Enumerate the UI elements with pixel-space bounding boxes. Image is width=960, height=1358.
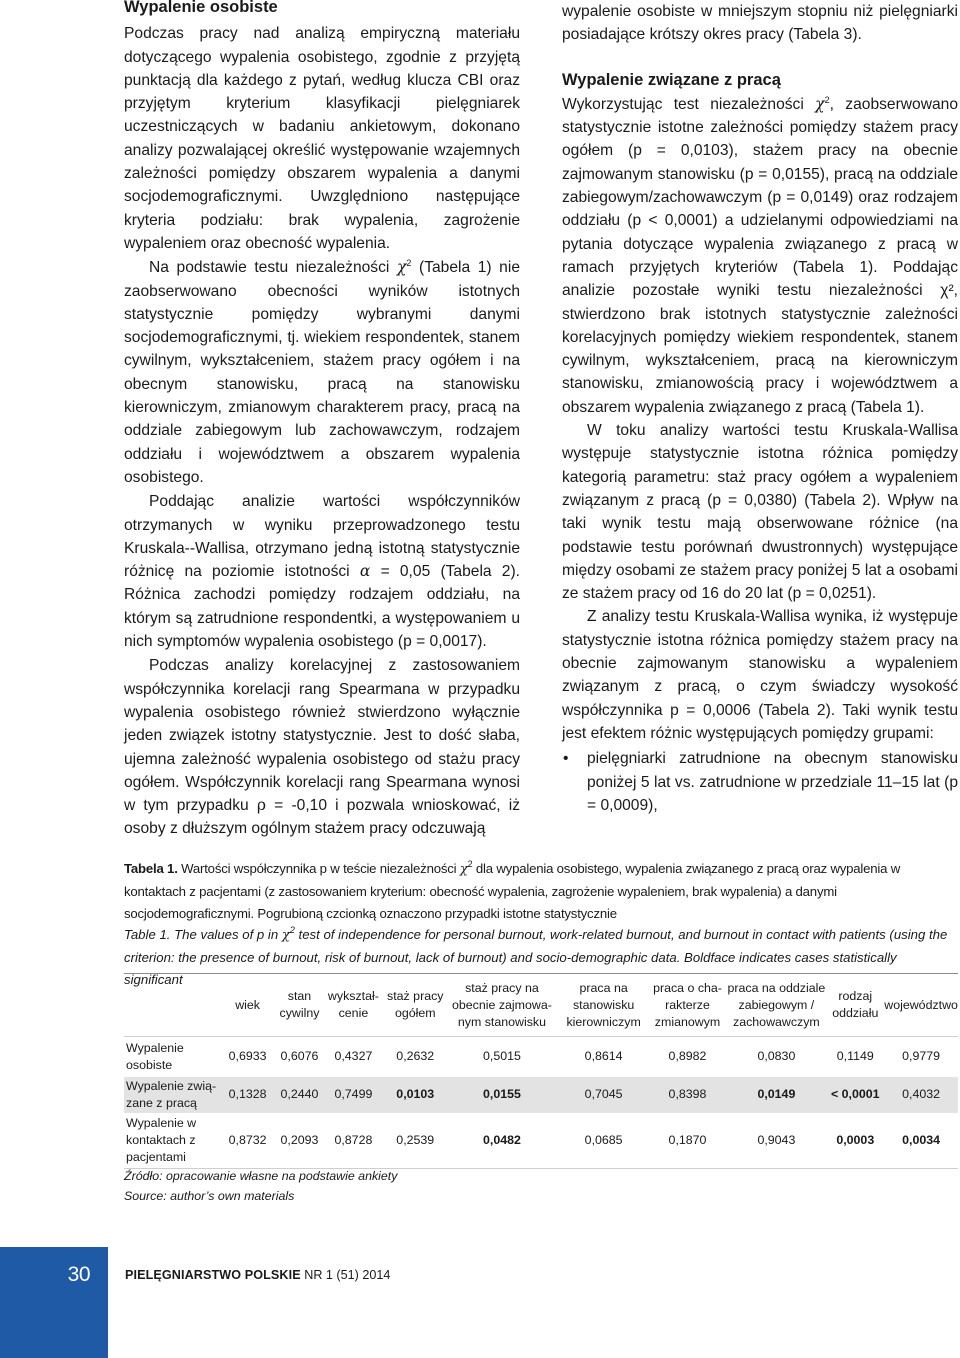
paragraph-work-chi-test: Wykorzystując test niezależności $\chi^2$, zaobserwowano statystycznie istotne zależności pomiędzy stażem pracy ogółem (p = 0,0103), stażem pracy na obecnie zajmowanym stanowisku (p = 0,0155), pracą na oddziale zabiegowym/zachowawczym (p = 0,0149) oraz rodzajem oddziału (p < 0,0001) a udzielanymi odpowiedziami na pytania dotyczące wypalenia związanego z pracą w ramach przyjętych kryteriów (Tabela 1). Poddając analizie pozostałe wyniki testu niezależności χ², stwierdzono brak istotnych statystycznie zależności korelacyjnych pomiędzy wiekiem respondentek, stanem cywilnym, wykształceniem, pracą na kierowniczym stanowisku, zmianowością pracy i województwem a obszarem wypalenia związanego z pracą (Tabela 1). — [562, 94, 958, 416]
journal-footer — [125, 1268, 390, 1282]
table-cell: 0,6933 — [218, 1037, 278, 1077]
row-label: Wypalenie osobiste — [124, 1037, 218, 1077]
table-cell: 0,8614 — [559, 1037, 649, 1077]
chi-symbol: χ — [396, 258, 407, 277]
superscript-two: 2 — [406, 258, 412, 269]
caption-english: Table 1. The values of p in $\chi^2$ test of independence for personal burnout, work-related burnout, and burnout in contact with patients (using the criterion: the presence of burnout, risk of burnout, lack of burnout) and socio-demographic data. Boldface indicates cases statistically significant — [124, 925, 948, 987]
right-column — [562, 0, 958, 817]
table-cell: 0,7499 — [334, 1087, 373, 1101]
table-cell-significant: 0,0034 — [884, 1113, 958, 1169]
table-cell: 0,8398 — [668, 1087, 707, 1101]
paragraph-kruskal-wallis: Poddając analizie wartości współczynników otrzymanych w wyniku przeprowadzonego testu Kruskala--Wallisa, otrzymano jedną istotną statystycznie różnicę na poziomie istotności α = 0,05 (Tabela 2). Różnica zachodzi pomiędzy rodzajem oddziału, na którym są zatrudnione respondentki, a występowaniem u nich symptomów wypalenia osobistego (p = 0,0017). — [124, 493, 520, 651]
table-cell: 0,7045 — [584, 1087, 623, 1101]
table-header-cell: praca na stanowisku kierowniczym — [566, 980, 641, 1029]
table-cell: 0,2539 — [385, 1113, 445, 1169]
caption-label: Tabela 1. — [124, 861, 178, 876]
table-cell: 0,8732 — [218, 1113, 278, 1169]
journal-title: PIELĘGNIARSTWO POLSKIE — [125, 1268, 301, 1282]
table-row — [124, 1113, 958, 1169]
paragraph-spearman: Podczas analizy korelacyjnej z zastosowaniem współczynnika korelacji rang Spearmana w przypadku wypalenia osobistego również stwierdzono wyłącznie jeden związek istotny statystycznie. Jest to dość słaba, ujemna zależność wypalenia osobistego od stażu pracy ogółem. Współczynnik korelacji rang Spearmana wynosi w tym przypadku ρ = -0,10 i pozwala wnioskować, iż osoby z dłuższym ogólnym stażem pracy odczuwają — [124, 657, 521, 838]
table-cell: 0,8982 — [649, 1037, 727, 1077]
table-row — [124, 1037, 958, 1077]
table-header-cell: wykształ-cenie — [327, 989, 379, 1020]
table-row — [124, 1077, 958, 1113]
table-header-cell: staż pracy ogółem — [387, 989, 444, 1020]
section-heading-work-burnout: Wypalenie związane z pracą — [562, 70, 781, 89]
source-polish: Źródło: opracowanie własne na podstawie ankiety — [124, 1169, 398, 1183]
superscript-two: 2 — [467, 859, 473, 869]
table-cell: 0,2093 — [278, 1113, 322, 1169]
chi-symbol: χ — [281, 928, 290, 944]
table-header-cell: praca o cha-rakterze zmianowym — [653, 980, 722, 1029]
table-cell-significant: 0,0149 — [757, 1087, 796, 1101]
table-cell: 0,0685 — [559, 1113, 649, 1169]
table-cell: 0,0830 — [726, 1037, 826, 1077]
journal-issue: NR 1 (51) 2014 — [300, 1268, 391, 1282]
table-cell: 0,2632 — [385, 1037, 445, 1077]
table-source — [124, 1167, 397, 1206]
table-cell: 0,1149 — [826, 1037, 884, 1077]
table-cell: 0,4327 — [321, 1037, 385, 1077]
table-cell: 0,9043 — [726, 1113, 826, 1169]
table-header-cell: staż pracy na obecnie zajmowa-nym stanowisku — [452, 980, 552, 1029]
table-header-row — [124, 974, 958, 1037]
table-cell-significant: 0,0155 — [482, 1087, 521, 1101]
table-header-cell: praca na oddziale zabiegowym / zachowawczym — [727, 980, 826, 1029]
table-header-cell: stan cywilny — [279, 989, 320, 1020]
list-item: • pielęgniarki zatrudnione na obecnym stanowisku poniżej 5 lat vs. zatrudnione w przedziale 11–15 lat (p = 0,0009), — [562, 747, 958, 817]
table-header-cell: wiek — [235, 997, 261, 1012]
table-caption — [124, 858, 958, 991]
paragraph-chi-test: Na podstawie testu niezależności $\chi^2$ (Tabela 1) nie zaobserwowano obecności wyników istotnych statystycznie pomiędzy wybranymi danymi socjodemograficznymi, tj. wiekiem respondentek, stanem cywilnym, wykształceniem, stażem pracy ogółem i na obecnym stanowisku, pracą na stanowisku kierowniczym, zmianowym charakterem pracy, pracą na oddziale zabiegowym lub zachowawczym, rodzajem oddziału i województwem a obszarem wypalenia osobistego. — [124, 258, 520, 486]
superscript-two: 2 — [824, 94, 830, 105]
alpha-symbol: α — [359, 562, 371, 581]
table-cell-significant: 0,0003 — [826, 1113, 884, 1169]
table-cell: 0,2440 — [280, 1087, 319, 1101]
bullet-list — [562, 747, 958, 817]
table-cell: 0,1328 — [228, 1087, 267, 1101]
table-cell: 0,6076 — [278, 1037, 322, 1077]
source-english: Source: author’s own materials — [124, 1188, 295, 1203]
paragraph-work-kruskal-current: Z analizy testu Kruskala-Wallisa wynika, iż występuje statystycznie istotna różnica pomiędzy stażem pracy na obecnie zajmowanym stanowisku a wypaleniem związanym z pracą, o czym świadczy wysokość współczynnika p = 0,0006 (Tabela 2). Taki wynik testu jest efektem różnic występujących pomiędzy grupami: — [562, 608, 958, 742]
table-cell: 0,9779 — [884, 1037, 958, 1077]
paragraph-continuation: wypalenie osobiste w mniejszym stopniu niż pielęgniarki posiadające krótszy okres pracy (Tabela 3). — [562, 3, 958, 44]
section-heading-personal-burnout: Wypalenie osobiste — [124, 0, 278, 16]
paragraph-intro: Podczas pracy nad analizą empiryczną materiału dotyczącego wypalenia osobistego, zgodnie z przyjętą punktacją dla każdego z pytań, według klucza CBI oraz przyjętym kryterium klasyfikacji pielęgniarek uczestniczących w badaniu ankietowym, dokonano analizy pozwalającej określić występowanie wzajemnych zależności pomiędzy obszarem wypalenia a danymi socjodemograficznymi. Uwzględniono następujące kryteria podziału: brak wypalenia, zagrożenie wypaleniem oraz obecność wypalenia. — [124, 25, 520, 252]
p-values-table — [124, 973, 958, 1169]
chi-symbol: χ — [815, 94, 825, 113]
page-number: 30 — [67, 1263, 90, 1286]
table-header-cell: rodzaj oddziału — [832, 989, 879, 1020]
rho-symbol: ρ — [256, 796, 267, 815]
table-cell: 0,5015 — [445, 1037, 559, 1077]
caption-polish: Tabela 1. Wartości współczynnika p w teście niezależności $\chi^2$ dla wypalenia osobistego, wypalenia związanego z pracą oraz wypalenia w kontaktach z pacjentami (z zastosowaniem kryterium: obecność wypalenia, zagrożenie wypaleniem, brak wypalenia) a danymi socjodemograficznymi. Pogrubioną czcionką oznaczono przypadki istotne statystycznie — [124, 859, 901, 921]
row-label: Wypalenie w kontaktach z pacjentami — [124, 1113, 218, 1169]
table-cell: 0,8728 — [321, 1113, 385, 1169]
paragraph-work-kruskal-total: W toku analizy wartości testu Kruskala-Wallisa występuje statystycznie istotna różnica pomiędzy kategorią parametru: staż pracy ogółem a wypaleniem związanym z pracą (p = 0,0380) (Tabela 2). Wpływ na taki wynik testu mają obserwowane różnice (na podstawie testu porównań dwustronnych) występujące między osobami ze stażem pracy poniżej 5 lat a osobami ze stażem pracy od 16 do 20 lat (p = 0,0251). — [562, 422, 958, 603]
table-header-cell — [124, 974, 218, 1037]
chi-symbol: χ — [459, 862, 468, 877]
left-column — [124, 0, 520, 841]
table-1 — [124, 973, 958, 1169]
superscript-two: 2 — [289, 925, 295, 936]
row-label: Wypalenie zwią-zane z pracą — [126, 1078, 217, 1110]
table-cell: 0,1870 — [649, 1113, 727, 1169]
table-cell-significant: < 0,0001 — [830, 1087, 880, 1101]
table-cell-significant: 0,0482 — [445, 1113, 559, 1169]
table-cell: 0,4032 — [902, 1087, 941, 1101]
table-header-cell: województwo — [884, 997, 958, 1012]
table-cell-significant: 0,0103 — [396, 1087, 435, 1101]
